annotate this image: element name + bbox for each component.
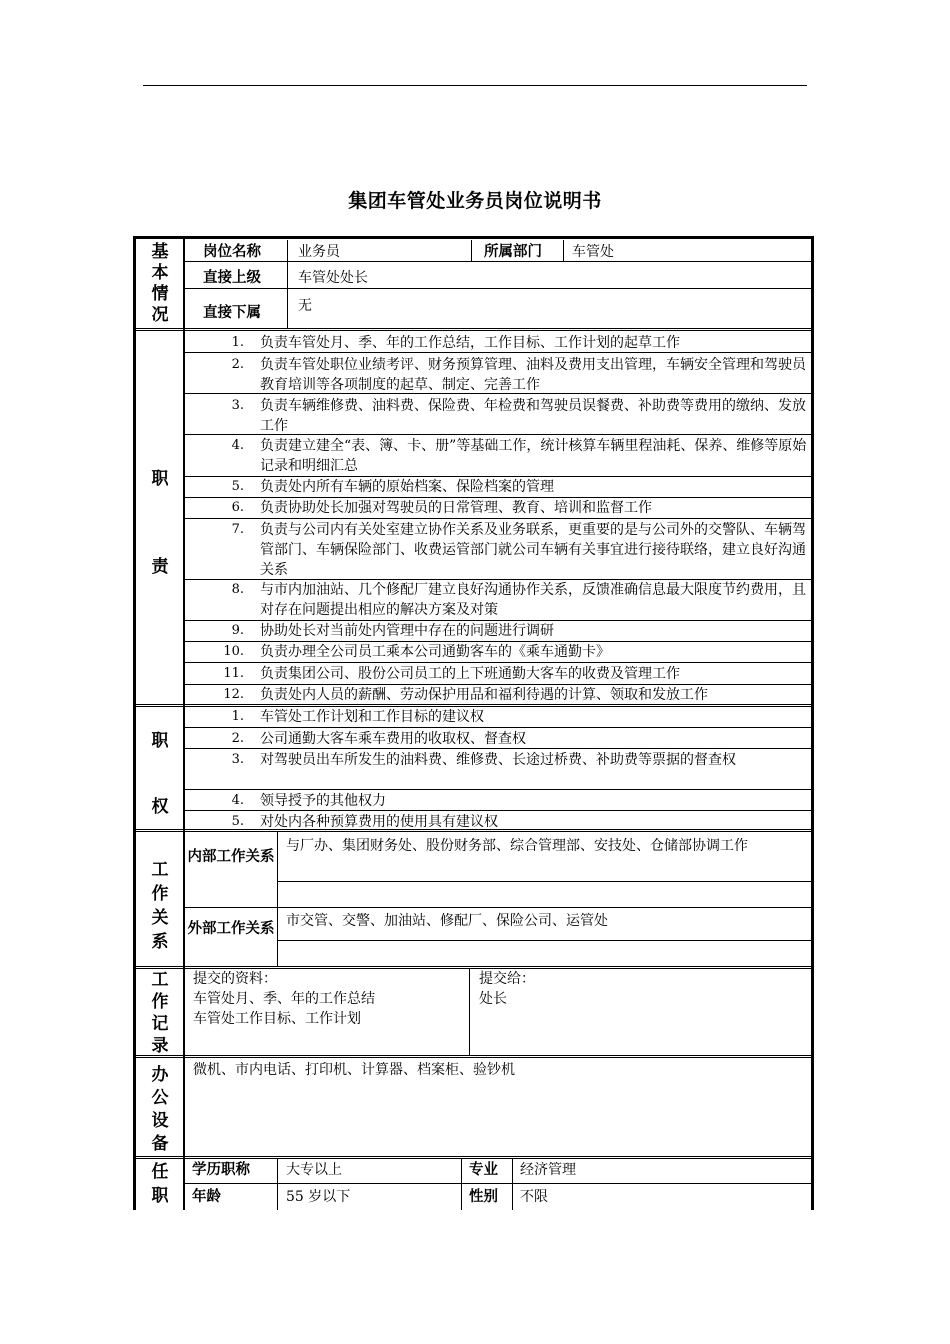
department-value: 车管处	[572, 244, 614, 260]
col-line	[471, 240, 472, 261]
education-value: 大专以上	[286, 1162, 342, 1178]
duty-item: 负责集团公司、股份公司员工的上下班通勤大客车的收费及管理工作	[260, 666, 680, 682]
duty-item: 负责建立建全“表、簿、卡、册”等基础工作，统计核算车辆里程油耗、保养、维修等原始记录和明细汇总	[260, 438, 807, 474]
page-title: 集团车管处业务员岗位说明书	[348, 190, 602, 212]
duty-number: 3.	[231, 398, 244, 413]
submitted-material-item: 车管处月、季、年的工作总结	[193, 991, 375, 1007]
internal-relations-label: 内部工作关系	[187, 849, 275, 865]
section-powers-top: 职	[151, 731, 169, 751]
department-label: 所属部门	[484, 244, 542, 260]
duty-number: 11.	[223, 666, 244, 681]
duty-number: 12.	[223, 687, 244, 702]
duty-number: 6.	[231, 500, 244, 515]
section-line	[136, 1156, 811, 1159]
header-rule	[143, 85, 807, 86]
row-line	[184, 1183, 811, 1184]
section-line	[136, 1055, 811, 1058]
external-relations-value: 市交管、交警、加油站、修配厂、保险公司、运管处	[286, 913, 608, 929]
duty-number: 7.	[231, 522, 244, 537]
duty-item: 负责办理全公司员工乘本公司通勤客车的《乘车通勤卡》	[260, 644, 610, 660]
col-line	[512, 1158, 513, 1210]
row-line	[184, 518, 811, 519]
submit-to-label: 提交给：	[479, 971, 535, 987]
col-line	[563, 240, 564, 261]
duty-number: 1.	[231, 335, 244, 350]
power-number: 5.	[231, 814, 244, 829]
duty-item: 负责车管处职位业绩考评、财务预算管理、油料及费用支出管理，车辆安全管理和驾驶员教育培训等各项制度的起草、制定、完善工作	[260, 357, 806, 393]
gender-label: 性别	[469, 1189, 498, 1205]
row-line	[184, 288, 811, 289]
section-line	[136, 328, 811, 331]
power-item: 车管处工作计划和工作目标的建议权	[260, 709, 484, 725]
power-item: 公司通勤大客车乘车费用的收取权、督查权	[260, 731, 526, 747]
major-label: 专业	[469, 1162, 498, 1178]
duty-item: 负责车管处月、季、年的工作总结，工作目标、工作计划的起草工作	[260, 335, 680, 351]
section-qualifications: 任职	[151, 1162, 169, 1206]
row-line	[277, 940, 811, 941]
position-name-label: 岗位名称	[203, 244, 261, 260]
section-column-divider	[183, 238, 185, 1210]
power-item: 对驾驶员出车所发生的油料费、维修费、长途过桥费、补助费等票据的督查权	[260, 752, 736, 768]
col-line	[287, 240, 288, 328]
power-number: 1.	[231, 709, 244, 724]
submitted-material-item: 车管处工作目标、工作计划	[193, 1011, 361, 1027]
duty-number: 10.	[223, 644, 244, 659]
duty-number: 8.	[231, 582, 244, 597]
power-number: 2.	[231, 731, 244, 746]
power-number: 4.	[231, 793, 244, 808]
direct-superior-label: 直接上级	[203, 270, 261, 286]
age-value: 55 岁以下	[286, 1189, 351, 1205]
duty-item: 协助处长对当前处内管理中存在的问题进行调研	[260, 623, 554, 639]
duty-number: 4.	[231, 438, 244, 453]
direct-superior-value: 车管处处长	[298, 270, 368, 286]
row-line	[184, 907, 811, 908]
age-label: 年龄	[192, 1189, 221, 1205]
col-line	[461, 1158, 462, 1210]
internal-relations-value: 与厂办、集团财务处、股份财务部、综合管理部、安技处、仓储部协调工作	[286, 838, 748, 854]
power-item: 领导授予的其他权力	[260, 793, 386, 809]
external-relations-label: 外部工作关系	[187, 921, 275, 937]
section-equipment: 办公设备	[151, 1065, 169, 1154]
col-line	[277, 1158, 278, 1210]
position-name-value: 业务员	[298, 244, 340, 260]
duty-item: 负责车辆维修费、油料费、保险费、年检费和驾驶员误餐费、补助费等费用的缴纳、发放工作	[260, 398, 806, 434]
row-line	[184, 662, 811, 663]
section-records: 工作记录	[151, 970, 169, 1056]
row-line	[277, 881, 811, 882]
section-relations: 工作关系	[151, 860, 169, 952]
power-number: 3.	[231, 752, 244, 767]
section-duties-top: 职	[151, 469, 169, 489]
section-basic-info: 基本情况	[151, 242, 169, 325]
gender-value: 不限	[520, 1189, 548, 1205]
office-equipment-value: 微机、市内电话、打印机、计算器、档案柜、验钞机	[193, 1062, 515, 1078]
direct-subordinate-value: 无	[298, 298, 312, 314]
submit-to-value: 处长	[479, 991, 507, 1007]
section-powers-bottom: 权	[151, 797, 169, 817]
col-line	[277, 831, 278, 967]
duty-number: 9.	[231, 623, 244, 638]
row-line	[184, 789, 811, 790]
duty-item: 负责处内所有车辆的原始档案、保险档案的管理	[260, 479, 554, 495]
duty-item: 负责协助处长加强对驾驶员的日常管理、教育、培训和监督工作	[260, 500, 652, 516]
submitted-materials-label: 提交的资料：	[193, 971, 277, 987]
duty-item: 与市内加油站、几个修配厂建立良好沟通协作关系，反馈准确信息最大限度节约费用，且对存在问题提出相应的解决方案及对策	[260, 582, 806, 618]
row-line	[184, 727, 811, 728]
duty-number: 2.	[231, 357, 244, 372]
duty-item: 负责处内人员的薪酬、劳动保护用品和福利待遇的计算、领取和发放工作	[260, 687, 708, 703]
education-label: 学历职称	[192, 1162, 250, 1178]
major-value: 经济管理	[520, 1162, 576, 1178]
duty-number: 5.	[231, 479, 244, 494]
direct-subordinate-label: 直接下属	[203, 305, 261, 321]
col-line	[469, 968, 470, 1055]
section-duties-bottom: 责	[151, 557, 169, 577]
duty-item: 负责与公司内有关处室建立协作关系及业务联系，更重要的是与公司外的交警队、车辆驾管部门、车辆保险部门、收费运管部门就公司车辆有关事宜进行接待联络，建立良好沟通关系	[260, 522, 806, 578]
power-item: 对处内各种预算费用的使用具有建议权	[260, 814, 498, 830]
